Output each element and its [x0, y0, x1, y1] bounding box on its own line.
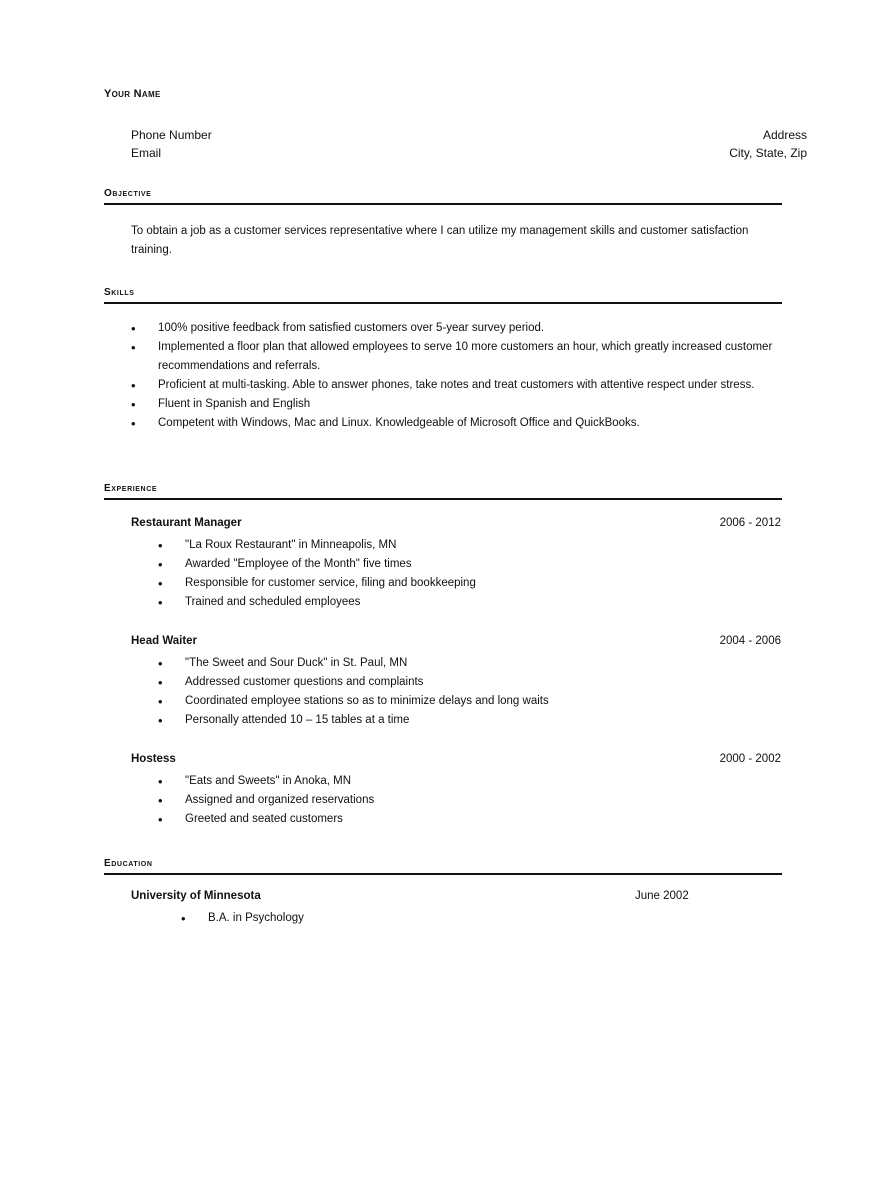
list-item: • Fluent in Spanish and English — [131, 395, 781, 414]
list-item: • Addressed customer questions and complaints — [158, 673, 718, 692]
education-heading-label: Education — [104, 858, 153, 869]
school-name: University of Minnesota — [131, 890, 261, 902]
list-item: • "Eats and Sweets" in Anoka, MN — [158, 772, 718, 791]
list-item: • Implemented a floor plan that allowed employees to serve 10 more customers an hour, which greatly increased customer recommendations and referrals. — [131, 338, 781, 376]
experience-heading — [104, 478, 782, 500]
list-item: • Greeted and seated customers — [158, 810, 718, 829]
job-duties-list — [158, 654, 718, 730]
contact-right — [729, 126, 807, 162]
phone-number: Phone Number — [131, 128, 212, 142]
list-item: • Assigned and organized reservations — [158, 791, 718, 810]
skills-heading-label: Skills — [104, 287, 135, 298]
skills-list — [131, 319, 781, 433]
list-item: • 100% positive feedback from satisfied customers over 5-year survey period. — [131, 319, 781, 338]
list-item: • B.A. in Psychology — [181, 909, 481, 928]
list-item: • Trained and scheduled employees — [158, 593, 718, 612]
job-dates: 2000 - 2002 — [719, 753, 781, 765]
objective-heading — [104, 183, 782, 205]
experience-heading-label: Experience — [104, 483, 158, 494]
list-item: • "The Sweet and Sour Duck" in St. Paul, MN — [158, 654, 718, 673]
job-dates: 2006 - 2012 — [719, 517, 781, 529]
address: Address — [762, 128, 807, 142]
list-item: • Responsible for customer service, filing and bookkeeping — [158, 574, 718, 593]
email: Email — [131, 146, 162, 160]
job-title: Hostess — [131, 753, 176, 765]
contact-left — [131, 126, 212, 162]
degree-list — [181, 909, 481, 928]
list-item: • Personally attended 10 – 15 tables at a time — [158, 711, 718, 730]
job-title: Head Waiter — [131, 635, 198, 647]
job-duties-list — [158, 772, 718, 829]
education-heading — [104, 853, 782, 875]
job-dates: 2004 - 2006 — [719, 635, 781, 647]
list-item: • Proficient at multi-tasking. Able to answer phones, take notes and treat customers with attentive respect under stress. — [131, 376, 781, 395]
skills-heading — [104, 282, 782, 304]
resume-name: Your Name — [104, 88, 161, 100]
list-item: • Competent with Windows, Mac and Linux. Knowledgeable of Microsoft Office and QuickBooks. — [131, 414, 781, 433]
city-state-zip: City, State, Zip — [729, 146, 807, 160]
job-duties-list — [158, 536, 718, 612]
objective-heading-label: Objective — [104, 188, 152, 199]
graduation-date: June 2002 — [635, 890, 689, 902]
objective-text: To obtain a job as a customer services representative where I can utilize my management skills and customer satisfaction training. — [131, 225, 749, 256]
list-item: • Coordinated employee stations so as to minimize delays and long waits — [158, 692, 718, 711]
job-title: Restaurant Manager — [131, 517, 242, 529]
list-item: • "La Roux Restaurant" in Minneapolis, MN — [158, 536, 718, 555]
list-item: • Awarded "Employee of the Month" five times — [158, 555, 718, 574]
